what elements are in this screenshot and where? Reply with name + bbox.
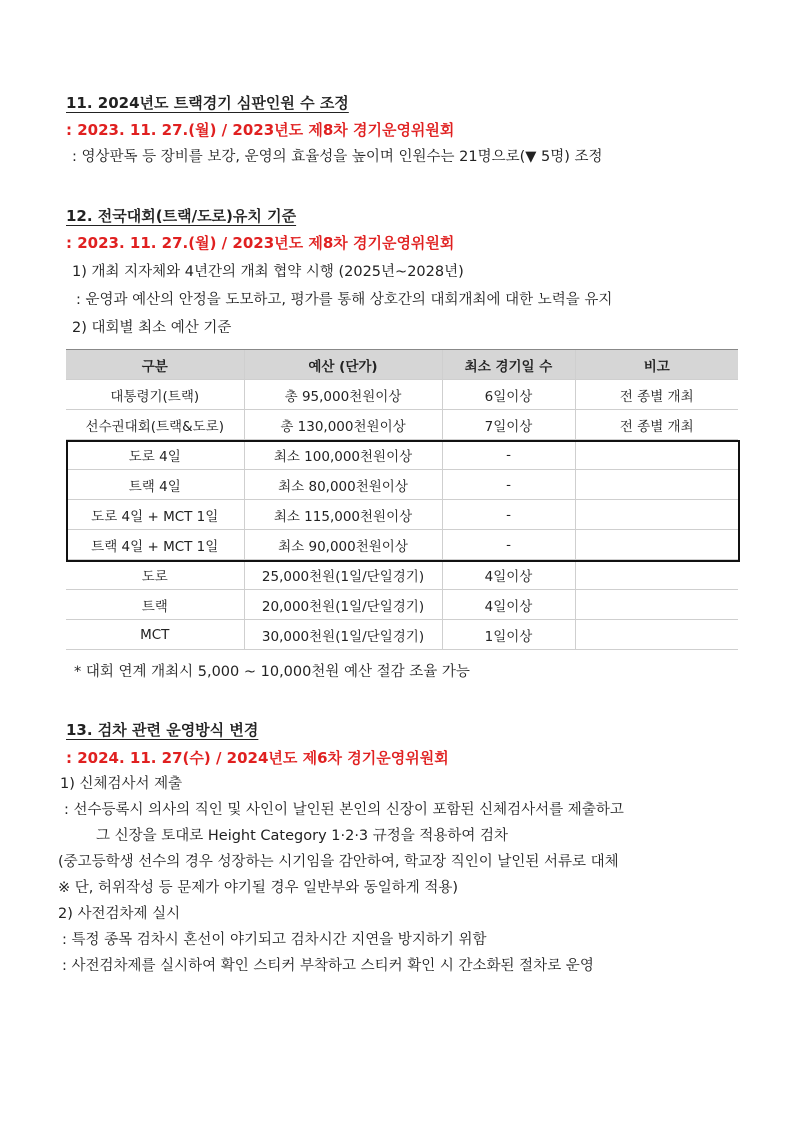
- section-11-heading: 11. 2024년도 트랙경기 심판인원 수 조정: [66, 94, 349, 112]
- section-13-item2: 2) 사전검차제 실시: [58, 906, 181, 922]
- table-cell: 전 종별 개최: [575, 410, 738, 440]
- table-cell: 도로 4일 + MCT 1일: [66, 500, 244, 530]
- table-cell: 선수권대회(트랙&도로): [66, 410, 244, 440]
- table-header: 최소 경기일 수: [442, 350, 575, 380]
- table-cell: 최소 80,000천원이상: [244, 470, 442, 500]
- section-13-item1: 1) 신체검사서 제출: [60, 776, 183, 792]
- table-cell: 도로: [66, 560, 244, 590]
- table-cell: 7일이상: [442, 410, 575, 440]
- section-13-item2-desc2: : 사전검차제를 실시하여 확인 스티커 부착하고 스티커 확인 시 간소화된 절차로 운영: [62, 958, 594, 974]
- table-row: [66, 410, 738, 440]
- table-cell: 트랙: [66, 590, 244, 620]
- section-13-item1-note: (중고등학생 선수의 경우 성장하는 시기임을 감안하여, 학교장 직인이 날인된 서류로 대체: [58, 854, 619, 870]
- table-cell: -: [442, 440, 575, 470]
- section-12-item1: 1) 개최 지자체와 4년간의 개최 협약 시행 (2025년~2028년): [72, 264, 464, 280]
- table-header: 예산 (단가): [244, 350, 442, 380]
- table-cell: 전 종별 개최: [575, 380, 738, 410]
- section-12-date: : 2023. 11. 27.(월) / 2023년도 제8차 경기운영위원회: [66, 234, 455, 252]
- table-cell: 최소 100,000천원이상: [244, 440, 442, 470]
- table-cell: MCT: [66, 620, 244, 650]
- table-cell: -: [442, 470, 575, 500]
- table-cell: 트랙 4일 + MCT 1일: [66, 530, 244, 560]
- table-cell: 대통령기(트랙): [66, 380, 244, 410]
- section-12-item1-desc: : 운영과 예산의 안정을 도모하고, 평가를 통해 상호간의 대회개최에 대한 노력을 유지: [76, 292, 613, 308]
- section-12-heading: 12. 전국대회(트랙/도로)유치 기준: [66, 207, 297, 225]
- table-cell: [575, 440, 738, 470]
- table-cell: 1일이상: [442, 620, 575, 650]
- table-cell: [575, 590, 738, 620]
- table-cell: 최소 115,000천원이상: [244, 500, 442, 530]
- table-row: [66, 590, 738, 620]
- table-cell: [575, 470, 738, 500]
- table-cell: -: [442, 500, 575, 530]
- table-cell: 최소 90,000천원이상: [244, 530, 442, 560]
- table-cell: 20,000천원(1일/단일경기): [244, 590, 442, 620]
- table-cell: -: [442, 530, 575, 560]
- table-header: 비고: [575, 350, 738, 380]
- table-cell: 총 130,000천원이상: [244, 410, 442, 440]
- table-row: [66, 470, 738, 500]
- table-cell: [575, 500, 738, 530]
- table-cell: 총 95,000천원이상: [244, 380, 442, 410]
- section-13-heading: 13. 검차 관련 운영방식 변경: [66, 721, 259, 739]
- section-12-item2: 2) 대회별 최소 예산 기준: [72, 320, 232, 336]
- table-cell: [575, 560, 738, 590]
- section-13-item1-note2: ※ 단, 허위작성 등 문제가 야기될 경우 일반부와 동일하게 적용): [58, 880, 459, 896]
- table-row: [66, 440, 738, 470]
- section-11-date: : 2023. 11. 27.(월) / 2023년도 제8차 경기운영위원회: [66, 121, 455, 139]
- table-row: [66, 500, 738, 530]
- table-row: [66, 380, 738, 410]
- table-cell: 4일이상: [442, 560, 575, 590]
- table-cell: 4일이상: [442, 590, 575, 620]
- table-cell: 6일이상: [442, 380, 575, 410]
- table-cell: [575, 620, 738, 650]
- section-13-item1-desc: : 선수등록시 의사의 직인 및 사인이 날인된 본인의 신장이 포함된 신체검사서를 제출하고: [64, 802, 624, 818]
- section-13-item1-desc2: 그 신장을 토대로 Height Category 1·2·3 규정을 적용하여 검차: [96, 828, 509, 844]
- section-11-line: : 영상판독 등 장비를 보강, 운영의 효율성을 높이며 인원수는 21명으로(▼ 5명) 조정: [72, 149, 603, 165]
- table-cell: 트랙 4일: [66, 470, 244, 500]
- section-13-date: : 2024. 11. 27(수) / 2024년도 제6차 경기운영위원회: [66, 749, 449, 767]
- table-cell: [575, 530, 738, 560]
- section-13-item2-desc: : 특정 종목 검차시 혼선이 야기되고 검차시간 지연을 방지하기 위함: [62, 932, 487, 948]
- table-cell: 도로 4일: [66, 440, 244, 470]
- table-row: [66, 620, 738, 650]
- table-row: [66, 560, 738, 590]
- table-row: [66, 530, 738, 560]
- table-header-row: [66, 350, 738, 380]
- table-cell: 25,000천원(1일/단일경기): [244, 560, 442, 590]
- budget-table: [66, 349, 738, 650]
- table-note: * 대회 연계 개최시 5,000 ~ 10,000천원 예산 절감 조율 가능: [74, 664, 470, 680]
- table-cell: 30,000천원(1일/단일경기): [244, 620, 442, 650]
- table-header: 구분: [66, 350, 244, 380]
